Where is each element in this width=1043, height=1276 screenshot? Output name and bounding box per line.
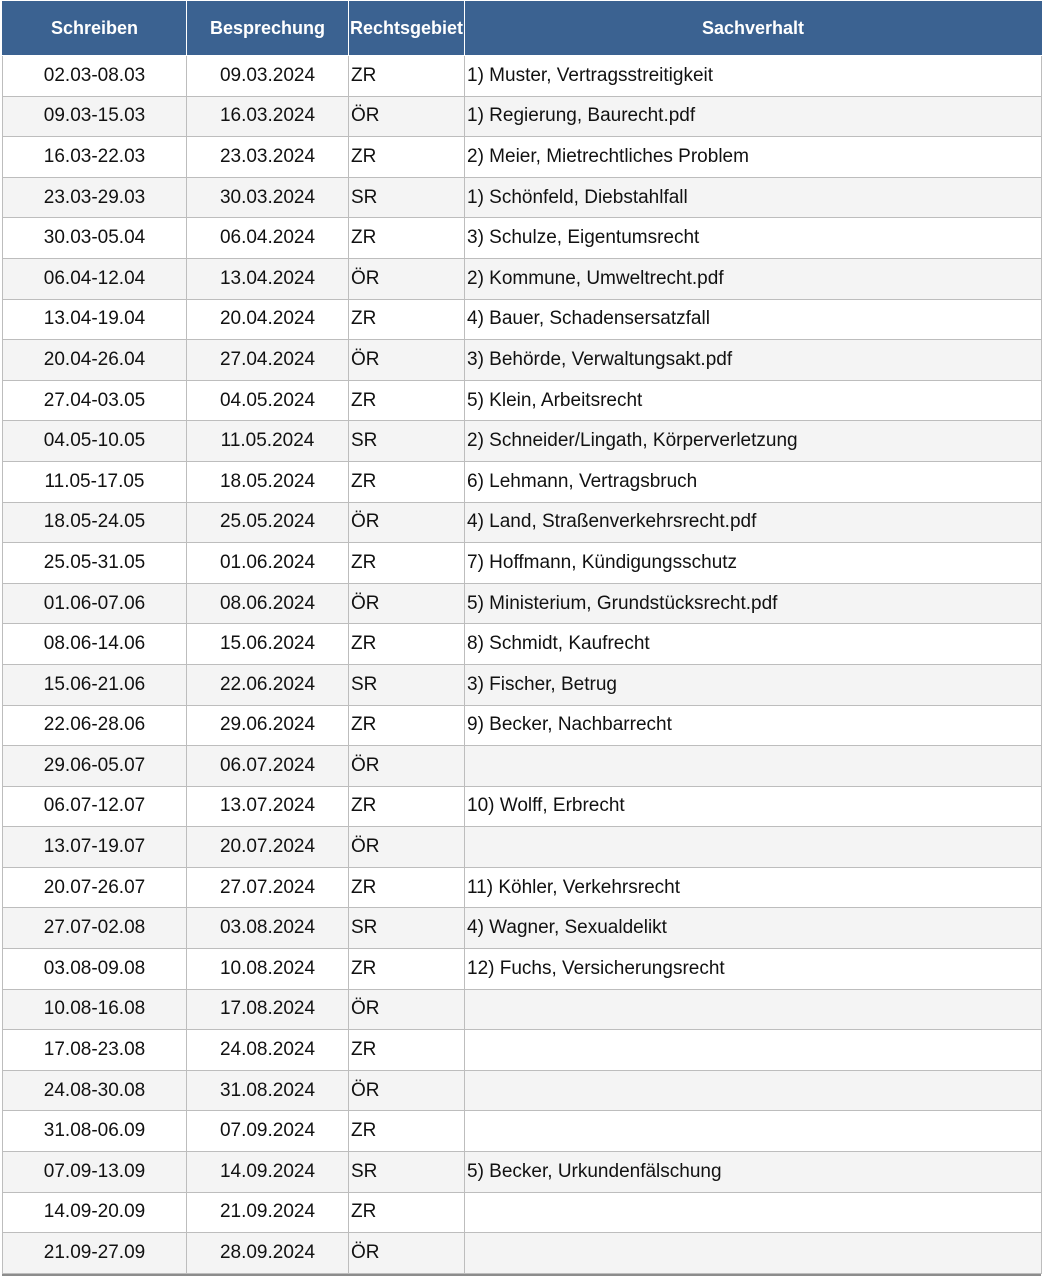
table-row — [3, 299, 1042, 340]
table-row — [3, 56, 1042, 97]
cell-rechtsgebiet[interactable]: SR — [349, 908, 465, 949]
cell-schreiben[interactable]: 04.05-10.05 — [3, 421, 187, 462]
cell-schreiben[interactable]: 18.05-24.05 — [3, 502, 187, 543]
cell-rechtsgebiet[interactable]: SR — [349, 1152, 465, 1193]
cell-rechtsgebiet[interactable]: SR — [349, 177, 465, 218]
cell-rechtsgebiet[interactable]: SR — [349, 664, 465, 705]
cell-besprechung[interactable]: 01.06.2024 — [187, 543, 349, 584]
cell-schreiben[interactable]: 29.06-05.07 — [3, 746, 187, 787]
table-row — [3, 867, 1042, 908]
cell-sachverhalt[interactable] — [465, 1233, 1042, 1274]
cell-rechtsgebiet[interactable]: ÖR — [349, 96, 465, 137]
cell-rechtsgebiet[interactable]: ZR — [349, 1030, 465, 1071]
cell-sachverhalt[interactable]: 10) Wolff, Erbrecht — [465, 786, 1042, 827]
cell-rechtsgebiet[interactable]: ZR — [349, 1192, 465, 1233]
cell-rechtsgebiet[interactable]: ZR — [349, 1111, 465, 1152]
cell-sachverhalt[interactable]: 1) Regierung, Baurecht.pdf — [465, 96, 1042, 137]
cell-schreiben[interactable]: 31.08-06.09 — [3, 1111, 187, 1152]
cell-rechtsgebiet[interactable]: ZR — [349, 218, 465, 259]
table-row — [3, 827, 1042, 868]
cell-schreiben[interactable]: 02.03-08.03 — [3, 56, 187, 97]
cell-besprechung[interactable]: 06.04.2024 — [187, 218, 349, 259]
cell-schreiben[interactable]: 21.09-27.09 — [3, 1233, 187, 1274]
cell-sachverhalt[interactable]: 4) Land, Straßenverkehrsrecht.pdf — [465, 502, 1042, 543]
cell-sachverhalt[interactable] — [465, 1070, 1042, 1111]
cell-besprechung[interactable]: 20.07.2024 — [187, 827, 349, 868]
header-schreiben[interactable]: Schreiben — [3, 2, 187, 56]
cell-sachverhalt[interactable] — [465, 989, 1042, 1030]
cell-besprechung[interactable]: 13.07.2024 — [187, 786, 349, 827]
schedule-table — [2, 1, 1042, 1274]
table-row — [3, 664, 1042, 705]
cell-besprechung[interactable]: 10.08.2024 — [187, 949, 349, 990]
cell-rechtsgebiet[interactable]: ÖR — [349, 340, 465, 381]
table-body — [3, 56, 1042, 1274]
table-row — [3, 137, 1042, 178]
cell-besprechung[interactable]: 03.08.2024 — [187, 908, 349, 949]
table-row — [3, 705, 1042, 746]
cell-rechtsgebiet[interactable]: ZR — [349, 461, 465, 502]
cell-besprechung[interactable]: 21.09.2024 — [187, 1192, 349, 1233]
table-row — [3, 908, 1042, 949]
schedule-sheet — [2, 1, 1041, 1276]
cell-besprechung[interactable]: 15.06.2024 — [187, 624, 349, 665]
cell-rechtsgebiet[interactable]: ZR — [349, 56, 465, 97]
cell-besprechung[interactable]: 14.09.2024 — [187, 1152, 349, 1193]
cell-schreiben[interactable]: 06.04-12.04 — [3, 258, 187, 299]
cell-schreiben[interactable]: 25.05-31.05 — [3, 543, 187, 584]
table-row — [3, 502, 1042, 543]
cell-sachverhalt[interactable]: 5) Ministerium, Grundstücksrecht.pdf — [465, 583, 1042, 624]
cell-sachverhalt[interactable] — [465, 746, 1042, 787]
cell-rechtsgebiet[interactable]: ÖR — [349, 989, 465, 1030]
cell-besprechung[interactable]: 27.07.2024 — [187, 867, 349, 908]
cell-schreiben[interactable]: 27.04-03.05 — [3, 380, 187, 421]
table-row — [3, 218, 1042, 259]
cell-schreiben[interactable]: 27.07-02.08 — [3, 908, 187, 949]
cell-sachverhalt[interactable]: 4) Wagner, Sexualdelikt — [465, 908, 1042, 949]
cell-rechtsgebiet[interactable]: ZR — [349, 137, 465, 178]
cell-besprechung[interactable]: 07.09.2024 — [187, 1111, 349, 1152]
cell-schreiben[interactable]: 15.06-21.06 — [3, 664, 187, 705]
table-row — [3, 96, 1042, 137]
cell-schreiben[interactable]: 23.03-29.03 — [3, 177, 187, 218]
table-row — [3, 380, 1042, 421]
cell-sachverhalt[interactable]: 1) Muster, Vertragsstreitigkeit — [465, 56, 1042, 97]
table-row — [3, 949, 1042, 990]
cell-schreiben[interactable]: 14.09-20.09 — [3, 1192, 187, 1233]
table-row — [3, 258, 1042, 299]
cell-schreiben[interactable]: 20.04-26.04 — [3, 340, 187, 381]
cell-sachverhalt[interactable]: 2) Meier, Mietrechtliches Problem — [465, 137, 1042, 178]
table-row — [3, 543, 1042, 584]
cell-sachverhalt[interactable]: 3) Fischer, Betrug — [465, 664, 1042, 705]
cell-rechtsgebiet[interactable]: ZR — [349, 949, 465, 990]
cell-rechtsgebiet[interactable]: ZR — [349, 624, 465, 665]
cell-sachverhalt[interactable]: 3) Behörde, Verwaltungsakt.pdf — [465, 340, 1042, 381]
table-row — [3, 1111, 1042, 1152]
cell-rechtsgebiet[interactable]: ZR — [349, 705, 465, 746]
cell-schreiben[interactable]: 30.03-05.04 — [3, 218, 187, 259]
cell-rechtsgebiet[interactable]: ÖR — [349, 502, 465, 543]
cell-besprechung[interactable]: 31.08.2024 — [187, 1070, 349, 1111]
cell-rechtsgebiet[interactable]: ÖR — [349, 827, 465, 868]
cell-sachverhalt[interactable]: 4) Bauer, Schadensersatzfall — [465, 299, 1042, 340]
cell-besprechung[interactable]: 28.09.2024 — [187, 1233, 349, 1274]
cell-besprechung[interactable]: 30.03.2024 — [187, 177, 349, 218]
cell-sachverhalt[interactable]: 7) Hoffmann, Kündigungsschutz — [465, 543, 1042, 584]
cell-sachverhalt[interactable]: 5) Becker, Urkundenfälschung — [465, 1152, 1042, 1193]
cell-rechtsgebiet[interactable]: ZR — [349, 299, 465, 340]
cell-sachverhalt[interactable]: 3) Schulze, Eigentumsrecht — [465, 218, 1042, 259]
table-row — [3, 1152, 1042, 1193]
cell-schreiben[interactable]: 17.08-23.08 — [3, 1030, 187, 1071]
cell-sachverhalt[interactable]: 5) Klein, Arbeitsrecht — [465, 380, 1042, 421]
cell-rechtsgebiet[interactable]: ZR — [349, 786, 465, 827]
header-besprechung[interactable]: Besprechung — [187, 2, 349, 56]
table-row — [3, 421, 1042, 462]
cell-sachverhalt[interactable]: 2) Kommune, Umweltrecht.pdf — [465, 258, 1042, 299]
cell-besprechung[interactable]: 29.06.2024 — [187, 705, 349, 746]
cell-sachverhalt[interactable] — [465, 827, 1042, 868]
cell-besprechung[interactable]: 04.05.2024 — [187, 380, 349, 421]
cell-schreiben[interactable]: 13.07-19.07 — [3, 827, 187, 868]
table-row — [3, 1070, 1042, 1111]
cell-schreiben[interactable]: 16.03-22.03 — [3, 137, 187, 178]
cell-besprechung[interactable]: 23.03.2024 — [187, 137, 349, 178]
cell-sachverhalt[interactable]: 11) Köhler, Verkehrsrecht — [465, 867, 1042, 908]
table-row — [3, 340, 1042, 381]
cell-schreiben[interactable]: 13.04-19.04 — [3, 299, 187, 340]
header-row — [3, 2, 1042, 56]
cell-sachverhalt[interactable] — [465, 1111, 1042, 1152]
cell-schreiben[interactable]: 22.06-28.06 — [3, 705, 187, 746]
cell-besprechung[interactable]: 13.04.2024 — [187, 258, 349, 299]
cell-rechtsgebiet[interactable]: ÖR — [349, 258, 465, 299]
cell-rechtsgebiet[interactable]: ÖR — [349, 583, 465, 624]
cell-schreiben[interactable]: 20.07-26.07 — [3, 867, 187, 908]
cell-rechtsgebiet[interactable]: ZR — [349, 543, 465, 584]
table-row — [3, 1030, 1042, 1071]
table-header — [3, 2, 1042, 56]
table-row — [3, 583, 1042, 624]
cell-schreiben[interactable]: 01.06-07.06 — [3, 583, 187, 624]
table-row — [3, 786, 1042, 827]
cell-schreiben[interactable]: 03.08-09.08 — [3, 949, 187, 990]
cell-besprechung[interactable]: 25.05.2024 — [187, 502, 349, 543]
cell-schreiben[interactable]: 07.09-13.09 — [3, 1152, 187, 1193]
cell-besprechung[interactable]: 08.06.2024 — [187, 583, 349, 624]
table-row — [3, 177, 1042, 218]
cell-besprechung[interactable]: 09.03.2024 — [187, 56, 349, 97]
table-row — [3, 746, 1042, 787]
table-row — [3, 1233, 1042, 1274]
cell-besprechung[interactable]: 24.08.2024 — [187, 1030, 349, 1071]
table-row — [3, 461, 1042, 502]
cell-rechtsgebiet[interactable]: ÖR — [349, 1233, 465, 1274]
cell-rechtsgebiet[interactable]: ZR — [349, 867, 465, 908]
cell-rechtsgebiet[interactable]: ZR — [349, 380, 465, 421]
cell-schreiben[interactable]: 09.03-15.03 — [3, 96, 187, 137]
cell-besprechung[interactable]: 18.05.2024 — [187, 461, 349, 502]
cell-rechtsgebiet[interactable]: ÖR — [349, 1070, 465, 1111]
header-sachverhalt[interactable]: Sachverhalt — [465, 2, 1042, 56]
cell-sachverhalt[interactable]: 6) Lehmann, Vertragsbruch — [465, 461, 1042, 502]
cell-schreiben[interactable]: 08.06-14.06 — [3, 624, 187, 665]
cell-sachverhalt[interactable] — [465, 1192, 1042, 1233]
cell-sachverhalt[interactable]: 1) Schönfeld, Diebstahlfall — [465, 177, 1042, 218]
cell-sachverhalt[interactable] — [465, 1030, 1042, 1071]
cell-schreiben[interactable]: 10.08-16.08 — [3, 989, 187, 1030]
cell-sachverhalt[interactable]: 2) Schneider/Lingath, Körperverletzung — [465, 421, 1042, 462]
cell-besprechung[interactable]: 17.08.2024 — [187, 989, 349, 1030]
cell-schreiben[interactable]: 06.07-12.07 — [3, 786, 187, 827]
cell-besprechung[interactable]: 11.05.2024 — [187, 421, 349, 462]
cell-besprechung[interactable]: 20.04.2024 — [187, 299, 349, 340]
cell-besprechung[interactable]: 22.06.2024 — [187, 664, 349, 705]
cell-schreiben[interactable]: 11.05-17.05 — [3, 461, 187, 502]
cell-besprechung[interactable]: 27.04.2024 — [187, 340, 349, 381]
cell-rechtsgebiet[interactable]: SR — [349, 421, 465, 462]
cell-sachverhalt[interactable]: 8) Schmidt, Kaufrecht — [465, 624, 1042, 665]
header-rechtsgebiet[interactable]: Rechtsgebiet — [349, 2, 465, 56]
cell-rechtsgebiet[interactable]: ÖR — [349, 746, 465, 787]
table-row — [3, 989, 1042, 1030]
cell-sachverhalt[interactable]: 12) Fuchs, Versicherungsrecht — [465, 949, 1042, 990]
cell-schreiben[interactable]: 24.08-30.08 — [3, 1070, 187, 1111]
cell-sachverhalt[interactable]: 9) Becker, Nachbarrecht — [465, 705, 1042, 746]
table-row — [3, 1192, 1042, 1233]
cell-besprechung[interactable]: 16.03.2024 — [187, 96, 349, 137]
cell-besprechung[interactable]: 06.07.2024 — [187, 746, 349, 787]
table-row — [3, 624, 1042, 665]
